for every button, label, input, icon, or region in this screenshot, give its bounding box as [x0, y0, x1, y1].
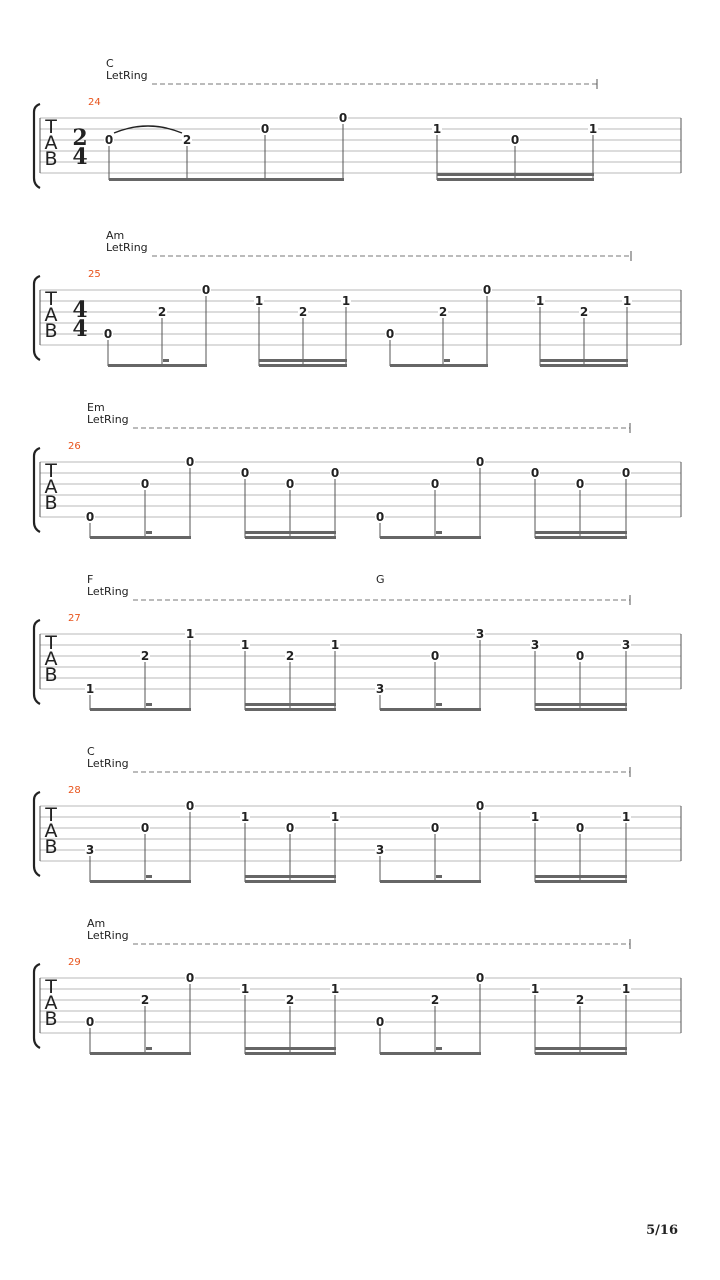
measure-number: 28	[68, 785, 81, 796]
beam-secondary	[259, 359, 347, 362]
beam-secondary	[437, 173, 594, 176]
beam	[380, 880, 481, 883]
fret-number: 0	[140, 821, 150, 835]
measure-number: 27	[68, 613, 81, 624]
tab-system-27	[34, 573, 681, 711]
beam	[245, 880, 336, 883]
tab-clef-letter: B	[44, 1008, 58, 1030]
let-ring-label: LetRing	[106, 241, 148, 254]
beam	[245, 536, 336, 539]
fret-number: 0	[185, 799, 195, 813]
fret-number: 0	[185, 971, 195, 985]
let-ring-label: LetRing	[106, 69, 148, 82]
tab-clef-letter: B	[44, 836, 58, 858]
fret-number: 1	[330, 810, 340, 824]
fret-number: 0	[185, 455, 195, 469]
let-ring-label: LetRing	[87, 929, 129, 942]
tab-clef-letter: B	[44, 148, 58, 170]
fret-number: 0	[430, 477, 440, 491]
tab-clef-letter: A	[44, 992, 58, 1014]
beam	[259, 364, 347, 367]
measure-number: 29	[68, 957, 81, 968]
system-bracket	[34, 964, 40, 1048]
system-bracket	[34, 276, 40, 360]
fret-number: 2	[298, 305, 308, 319]
beam-secondary	[245, 1047, 336, 1050]
beam-stub	[146, 531, 152, 534]
fret-number: 0	[375, 1015, 385, 1029]
beam	[90, 1052, 191, 1055]
let-ring-label: LetRing	[87, 757, 129, 770]
beam-secondary	[535, 531, 627, 534]
fret-number: 1	[240, 810, 250, 824]
time-signature-top: 4	[72, 297, 88, 323]
fret-number: 2	[430, 993, 440, 1007]
beam-secondary	[535, 1047, 627, 1050]
fret-number: 0	[240, 466, 250, 480]
fret-number: 0	[330, 466, 340, 480]
fret-number: 2	[182, 133, 192, 147]
system-bracket	[34, 792, 40, 876]
tab-system-28	[34, 745, 681, 883]
tab-clef-letter: T	[45, 288, 57, 310]
beam	[380, 708, 481, 711]
beam	[380, 1052, 481, 1055]
tab-clef-letter: T	[45, 976, 57, 998]
fret-number: 2	[438, 305, 448, 319]
fret-number: 3	[530, 638, 540, 652]
fret-number: 0	[510, 133, 520, 147]
fret-number: 0	[201, 283, 211, 297]
beam	[109, 178, 344, 181]
fret-number: 1	[621, 982, 631, 996]
time-signature-bottom: 4	[72, 316, 88, 342]
beam-stub	[436, 1047, 442, 1050]
tab-clef-letter: A	[44, 820, 58, 842]
system-bracket	[34, 448, 40, 532]
beam	[540, 364, 628, 367]
fret-number: 0	[260, 122, 270, 136]
beam-stub	[146, 1047, 152, 1050]
fret-number: 1	[85, 682, 95, 696]
beam	[535, 880, 627, 883]
chord-name: F	[87, 573, 94, 586]
tab-system-26	[34, 401, 681, 539]
beam-stub	[146, 703, 152, 706]
beam-stub	[444, 359, 450, 362]
chord-name: Em	[87, 401, 105, 414]
beam	[390, 364, 488, 367]
fret-number: 0	[104, 133, 114, 147]
fret-number: 1	[535, 294, 545, 308]
beam-secondary	[540, 359, 628, 362]
fret-number: 1	[240, 982, 250, 996]
fret-number: 1	[621, 810, 631, 824]
chord-name: Am	[87, 917, 106, 930]
beam-secondary	[245, 531, 336, 534]
beam-secondary	[245, 703, 336, 706]
fret-number: 0	[475, 455, 485, 469]
fret-number: 3	[85, 843, 95, 857]
beam-stub	[163, 359, 169, 362]
fret-number: 0	[430, 649, 440, 663]
fret-number: 1	[530, 982, 540, 996]
tab-clef-letter: A	[44, 304, 58, 326]
beam-stub	[436, 875, 442, 878]
tab-system-24	[34, 57, 681, 188]
fret-number: 0	[85, 510, 95, 524]
fret-number: 0	[85, 1015, 95, 1029]
beam	[245, 1052, 336, 1055]
tab-clef-letter: B	[44, 664, 58, 686]
fret-number: 0	[621, 466, 631, 480]
fret-number: 1	[432, 122, 442, 136]
fret-number: 0	[375, 510, 385, 524]
fret-number: 0	[103, 327, 113, 341]
beam	[380, 536, 481, 539]
fret-number: 1	[341, 294, 351, 308]
fret-number: 1	[185, 627, 195, 641]
fret-number: 2	[140, 649, 150, 663]
fret-number: 2	[579, 305, 589, 319]
fret-number: 2	[140, 993, 150, 1007]
fret-number: 0	[285, 477, 295, 491]
fret-number: 3	[375, 843, 385, 857]
fret-number: 0	[530, 466, 540, 480]
fret-number: 3	[375, 682, 385, 696]
let-ring-label: LetRing	[87, 585, 129, 598]
fret-number: 0	[482, 283, 492, 297]
fret-number: 1	[240, 638, 250, 652]
beam	[437, 178, 594, 181]
beam	[90, 880, 191, 883]
beam	[90, 536, 191, 539]
fret-number: 3	[475, 627, 485, 641]
tab-systems	[34, 57, 681, 1055]
system-bracket	[34, 104, 40, 188]
time-signature-bottom: 4	[72, 144, 88, 170]
measure-number: 25	[88, 269, 101, 280]
chord-name: G	[376, 573, 385, 586]
fret-number: 1	[622, 294, 632, 308]
tab-clef-letter: A	[44, 476, 58, 498]
measure-number: 26	[68, 441, 81, 452]
tab-clef-letter: B	[44, 492, 58, 514]
page-number: 5/16	[646, 1223, 678, 1238]
fret-number: 0	[475, 971, 485, 985]
time-signature-top: 2	[72, 125, 88, 151]
beam-secondary	[535, 875, 627, 878]
fret-number: 0	[430, 821, 440, 835]
fret-number: 0	[575, 821, 585, 835]
tab-clef-letter: T	[45, 116, 57, 138]
fret-number: 0	[285, 821, 295, 835]
beam	[535, 708, 627, 711]
fret-number: 0	[140, 477, 150, 491]
beam	[90, 708, 191, 711]
beam-stub	[436, 703, 442, 706]
measure-number: 24	[88, 97, 101, 108]
fret-number: 1	[530, 810, 540, 824]
beam-secondary	[245, 875, 336, 878]
let-ring-label: LetRing	[87, 413, 129, 426]
fret-number: 1	[330, 638, 340, 652]
tab-clef-letter: T	[45, 804, 57, 826]
tab-clef-letter: A	[44, 648, 58, 670]
chord-name: Am	[106, 229, 125, 242]
tab-system-25	[34, 229, 681, 367]
beam	[535, 1052, 627, 1055]
fret-number: 1	[330, 982, 340, 996]
fret-number: 1	[588, 122, 598, 136]
tab-clef-letter: B	[44, 320, 58, 342]
beam	[535, 536, 627, 539]
fret-number: 2	[285, 649, 295, 663]
fret-number: 1	[254, 294, 264, 308]
beam	[245, 708, 336, 711]
tab-clef-letter: T	[45, 632, 57, 654]
beam-secondary	[535, 703, 627, 706]
beam-stub	[436, 531, 442, 534]
fret-number: 0	[575, 477, 585, 491]
fret-number: 2	[575, 993, 585, 1007]
fret-number: 3	[621, 638, 631, 652]
tab-clef-letter: T	[45, 460, 57, 482]
fret-number: 2	[285, 993, 295, 1007]
fret-number: 0	[475, 799, 485, 813]
chord-name: C	[87, 745, 95, 758]
tab-system-29	[34, 917, 681, 1055]
fret-number: 0	[385, 327, 395, 341]
fret-number: 0	[575, 649, 585, 663]
fret-number: 0	[338, 111, 348, 125]
beam	[108, 364, 207, 367]
chord-name: C	[106, 57, 114, 70]
fret-number: 2	[157, 305, 167, 319]
tab-clef-letter: A	[44, 132, 58, 154]
system-bracket	[34, 620, 40, 704]
beam-stub	[146, 875, 152, 878]
